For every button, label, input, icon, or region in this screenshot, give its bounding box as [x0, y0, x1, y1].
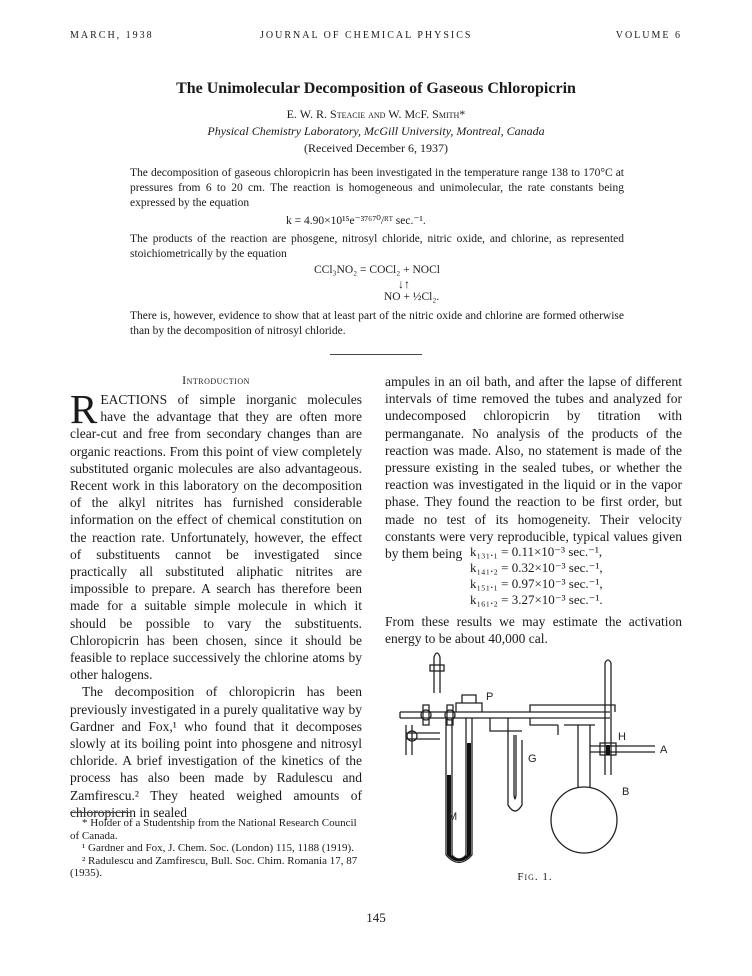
footnote-1: ¹ Gardner and Fox, J. Chem. Soc. (London) 115, 1188 (1919). [82, 842, 354, 854]
intro-paragraph-1: REACTIONS of simple inorganic molecules have the advantage that they are often more clear-cut and free from secondary changes than are organic reactions. From this point of view completely substituted organic molecules are also advantageous. Recent work in this laboratory on the decomposition of the alkyl nitrites has furnished considerable information on the effect of chemical constitution on the reaction rate. Unfortunately, however, the effect of substituents cannot be investigated since practically all substituted aliphatic nitrites are impossible to prepare. A search has therefore been made for a suitable simple molecule in which it should be possible to vary the substituents. Chloropicrin has been chosen, since it should be feasible to replace successively the chlorine atoms by other halogens. [70, 386, 362, 683]
label-H: H [618, 731, 626, 743]
label-P: P [486, 691, 494, 703]
intro-paragraph-2: The decomposition of chloropicrin has been previously investigated in a purely qualitative way by Gardner and Fox,¹ who found that it decomposes slowly at its boiling point into phosgene and nitrosyl chloride. A brief investigation of the kinetics of the process has also been made by Radulescu and Zamfirescu.² They heated weighed amounts of chloropicrin in sealed [70, 684, 362, 820]
reaction-equation-products: NO + ½Cl₂. [384, 291, 440, 303]
drop-cap: R [70, 386, 98, 432]
label-B: B [622, 786, 630, 798]
k-value: k₁₃₁.₁ = 0.11×10⁻³ sec.⁻¹, [470, 544, 603, 559]
reaction-equation: CCl₃NO₂ = COCl₂ + NOCl [314, 264, 440, 276]
section-heading-introduction: Introduction [182, 373, 250, 387]
section-divider [330, 354, 422, 355]
page-number: 145 [366, 910, 386, 925]
footnote-rule [70, 812, 130, 813]
abstract-paragraph-1: The decomposition of gaseous chloropicrin has been investigated in the temperature range 138 to 170°C at pressures from 6 to 20 cm. The reaction is homogeneous and unimolecular, the rate constants being expressed by the equation [130, 167, 624, 209]
paper-title: The Unimolecular Decomposition of Gaseous Chloropicrin [176, 80, 576, 97]
received-date: (Received December 6, 1937) [304, 141, 448, 155]
header-volume: VOLUME 6 [615, 30, 682, 41]
rate-equation: k = 4.90×10¹⁵e⁻³⁷⁶⁷⁰/ᴿᵀ sec.⁻¹. [286, 215, 426, 227]
figure-1-apparatus [390, 645, 690, 870]
k-values-list [470, 544, 603, 608]
footnotes [70, 817, 362, 880]
intro-paragraph-4: From these results we may estimate the activation energy to be about 40,000 cal. [385, 614, 682, 647]
label-M: M [448, 811, 458, 823]
footnote-star: * Holder of a Studentship from the National Research Council of Canada. [70, 817, 357, 842]
abstract-paragraph-2: The products of the reaction are phosgene, nitrosyl chloride, nitric oxide, and chlorine, as represented stoichiometrically by the equation [130, 233, 624, 260]
intro-paragraph-3: ampules in an oil bath, and after the lapse of different intervals of time removed the tubes and analyzed for undecomposed chloropicrin by titration with permanganate. No analysis of the products of the reaction was made. Also, no statement is made of the pressure existing in the sealed tubes, or whether the reaction was investigated in the liquid or in the vapor phase. They found the reaction to be first order, but made no test of its homogeneity. Their velocity constants were very reproducible, typical values given by them being [385, 374, 682, 562]
label-A: A [660, 744, 668, 756]
right-column-text [385, 373, 682, 562]
equilibrium-arrows: ↓↑ [398, 277, 410, 291]
abstract-paragraph-3: There is, however, evidence to show that at least part of the nitric oxide and chlorine are formed otherwise than by the decomposition of nitrosyl chloride. [130, 310, 624, 337]
k-value: k₁₆₁.₂ = 3.27×10⁻³ sec.⁻¹. [470, 592, 603, 607]
paper-affiliation: Physical Chemistry Laboratory, McGill University, Montreal, Canada [207, 124, 545, 138]
left-column [70, 386, 362, 821]
figure-caption: Fig. 1. [517, 871, 553, 883]
k-value: k₁₅₁.₁ = 0.97×10⁻³ sec.⁻¹, [470, 576, 603, 591]
footnote-2: ² Radulescu and Zamfirescu, Bull. Soc. Chim. Romania 17, 87 (1935). [70, 854, 358, 879]
header-journal: JOURNAL OF CHEMICAL PHYSICS [260, 30, 473, 41]
paper-authors: E. W. R. Steacie and W. McF. Smith* [286, 107, 466, 121]
header-date: MARCH, 1938 [70, 30, 154, 41]
k-value: k₁₄₁.₂ = 0.32×10⁻³ sec.⁻¹, [470, 560, 603, 575]
label-G: G [528, 753, 537, 765]
